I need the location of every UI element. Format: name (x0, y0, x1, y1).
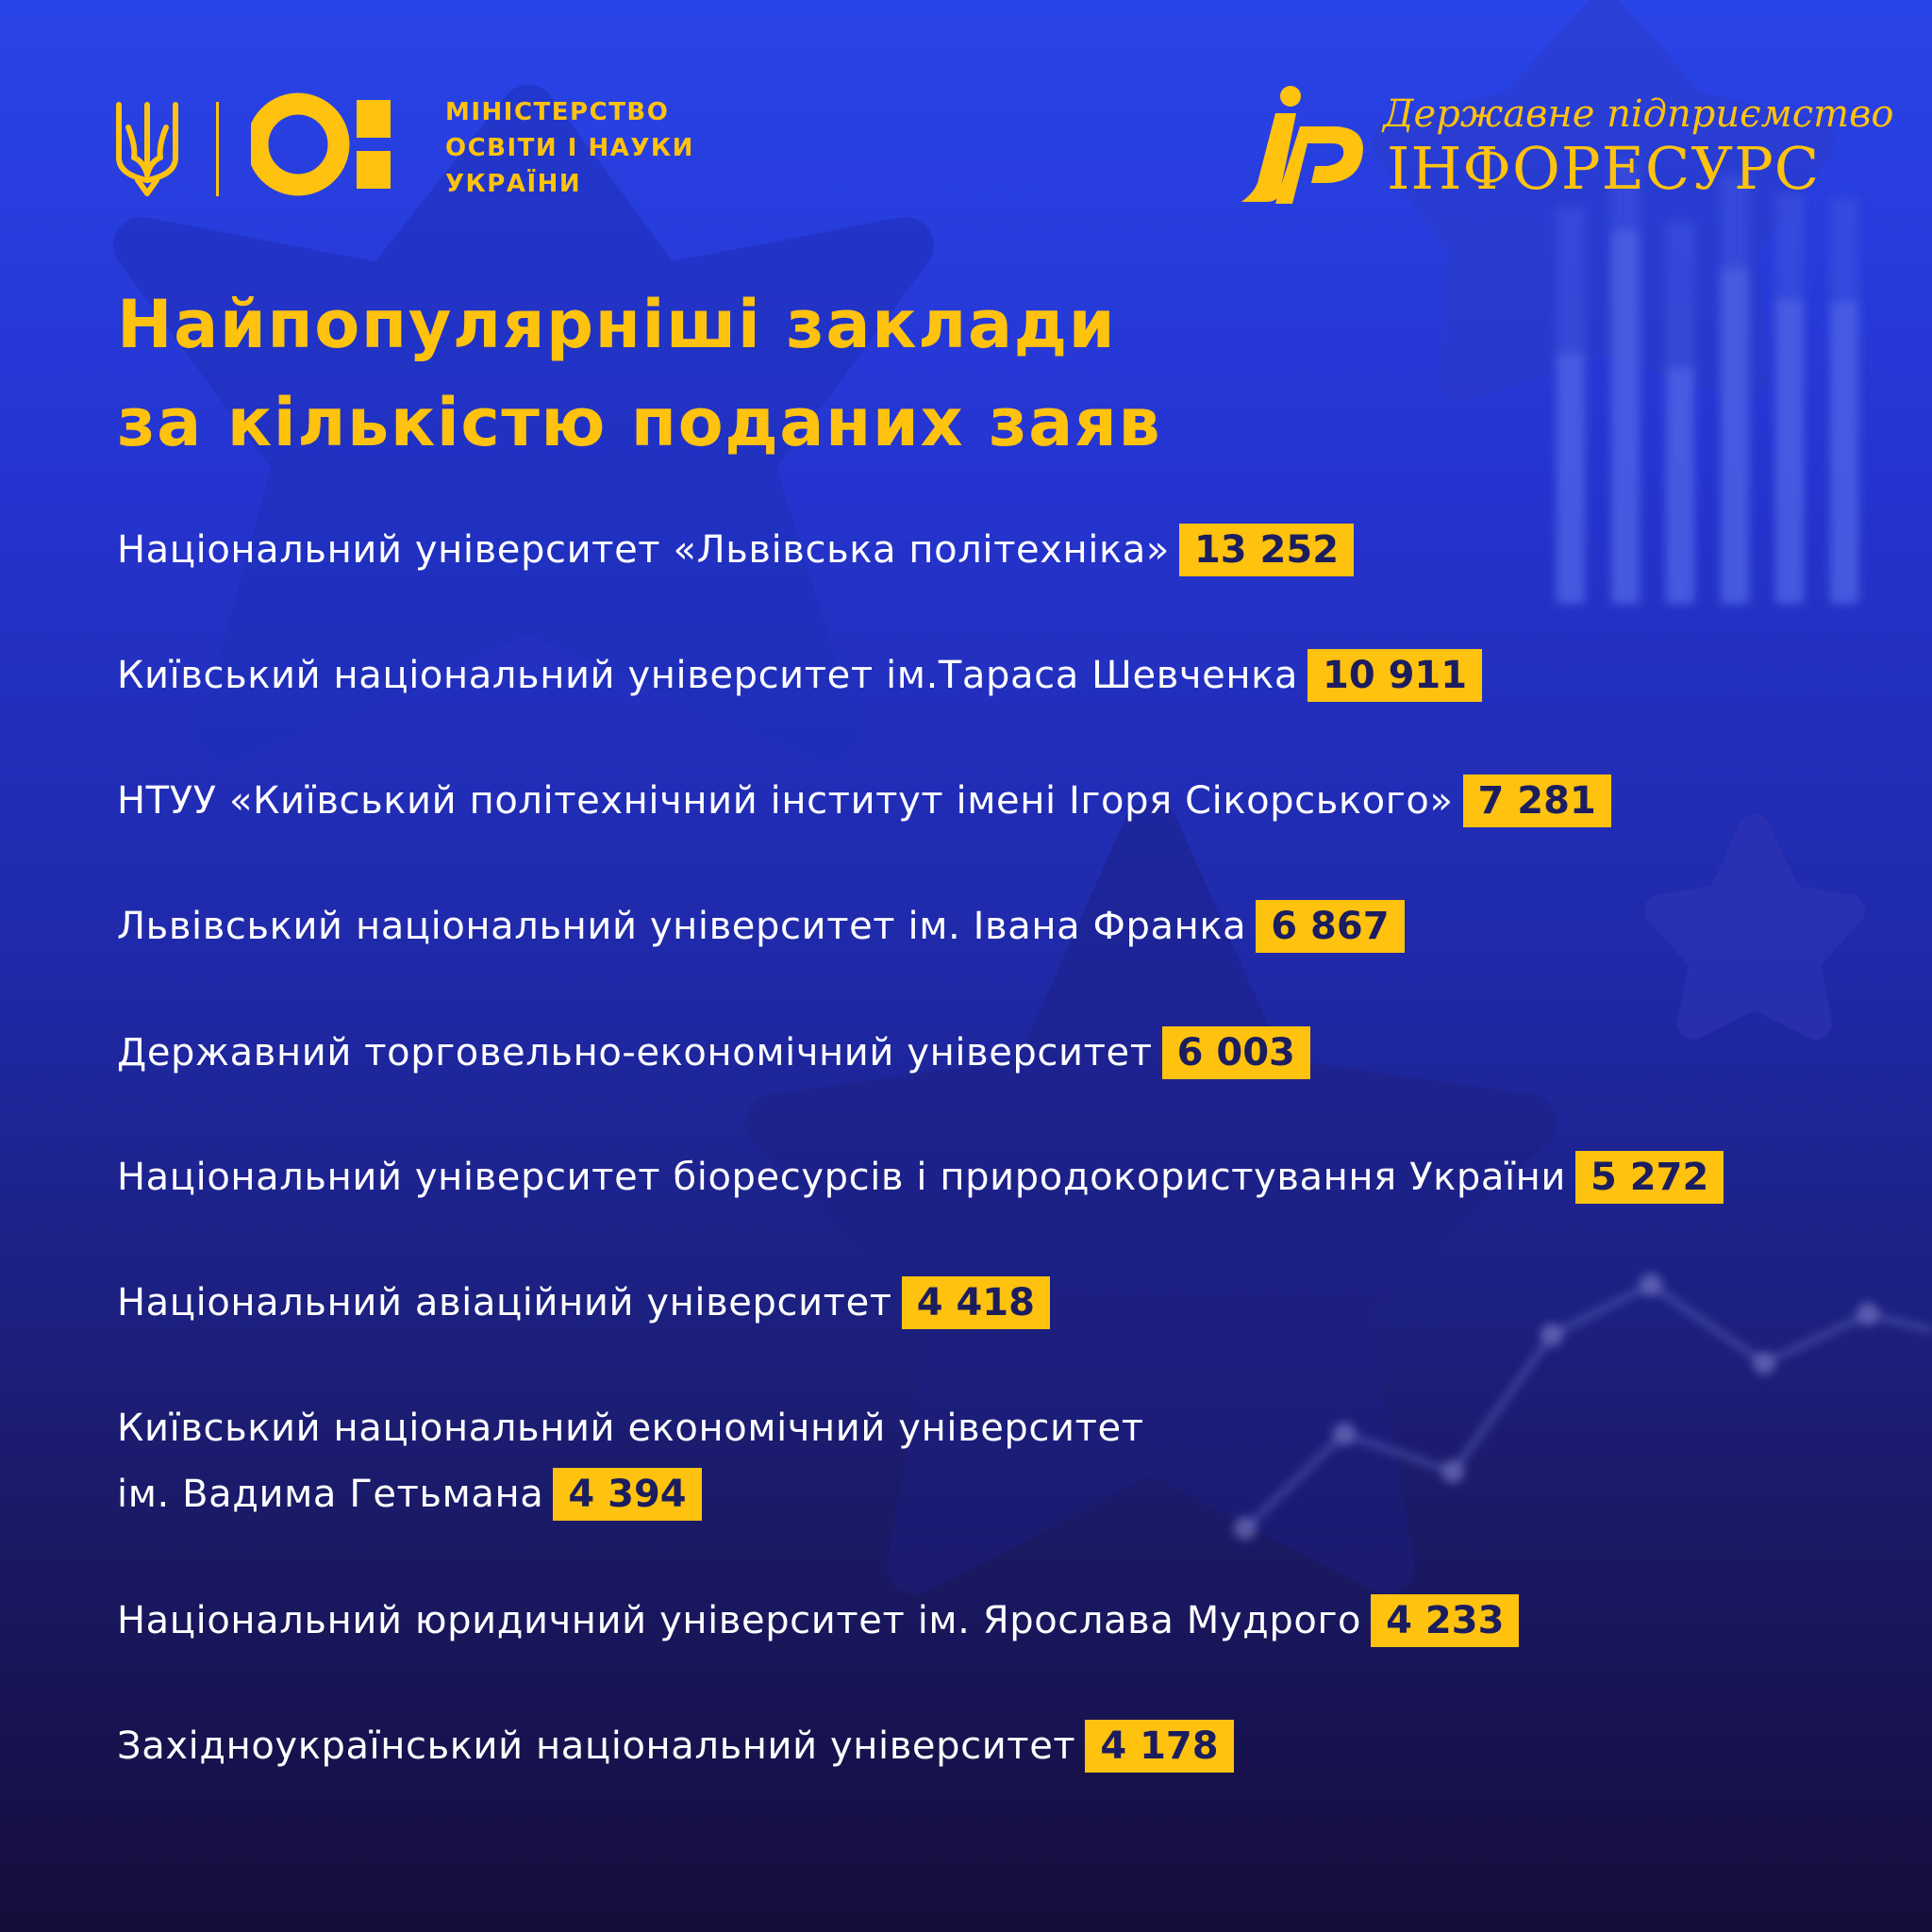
ministry-name-line: ОСВІТИ І НАУКИ (445, 134, 694, 162)
list-item (117, 1588, 1519, 1654)
applications-count-badge: 7 281 (1463, 774, 1611, 827)
institution-name: ім. Вадима Гетьмана (117, 1473, 544, 1516)
ministry-name-line: МІНІСТЕРСТВО (445, 98, 670, 126)
institution-name: Національний університет «Львівська політехніка» (117, 528, 1170, 572)
applications-count-badge: 10 911 (1307, 649, 1482, 702)
page-title-line: Найпопулярніші заклади (117, 286, 1117, 363)
enterprise-tagline: Державне підприємство (1383, 92, 1894, 136)
institution-name: Національний університет біоресурсів і природокористування України (117, 1156, 1567, 1199)
institution-name: Київський національний економічний університет (117, 1407, 1144, 1450)
list-item (117, 1144, 1724, 1210)
list-item (117, 1713, 1234, 1779)
list-item (117, 1395, 1144, 1527)
page-title-line: за кількістю поданих заяв (117, 384, 1162, 461)
list-item (117, 1270, 1050, 1336)
applications-count-badge: 4 233 (1371, 1594, 1519, 1647)
applications-count-badge: 4 394 (553, 1468, 701, 1521)
institution-name: Львівський національний університет ім. Івана Франка (117, 905, 1247, 948)
applications-count-badge: 6 003 (1162, 1026, 1310, 1079)
applications-count-badge: 13 252 (1179, 524, 1354, 576)
institution-name: Західноукраїнський національний університет (117, 1724, 1076, 1768)
applications-count-badge: 6 867 (1256, 900, 1404, 953)
applications-count-badge: 5 272 (1575, 1151, 1724, 1204)
institution-name: Національний юридичний університет ім. Ярослава Мудрого (117, 1599, 1362, 1642)
institution-name: Державний торговельно-економічний університет (117, 1031, 1153, 1074)
institution-name: Київський національний університет ім.Тараса Шевченка (117, 654, 1298, 697)
list-item (117, 642, 1482, 708)
ministry-name-line: УКРАЇНИ (445, 170, 582, 198)
institution-name: Національний авіаційний університет (117, 1281, 892, 1324)
list-item (117, 893, 1405, 959)
list-item (117, 517, 1354, 583)
institutions-list (117, 0, 1890, 1932)
enterprise-name: ІНФОРЕСУРС (1387, 134, 1821, 203)
list-item (117, 768, 1611, 834)
institution-name: НТУУ «Київський політехнічний інститут імені Ігоря Сікорського» (117, 779, 1454, 823)
applications-count-badge: 4 418 (902, 1276, 1050, 1329)
list-item (117, 1020, 1310, 1086)
applications-count-badge: 4 178 (1085, 1720, 1233, 1773)
